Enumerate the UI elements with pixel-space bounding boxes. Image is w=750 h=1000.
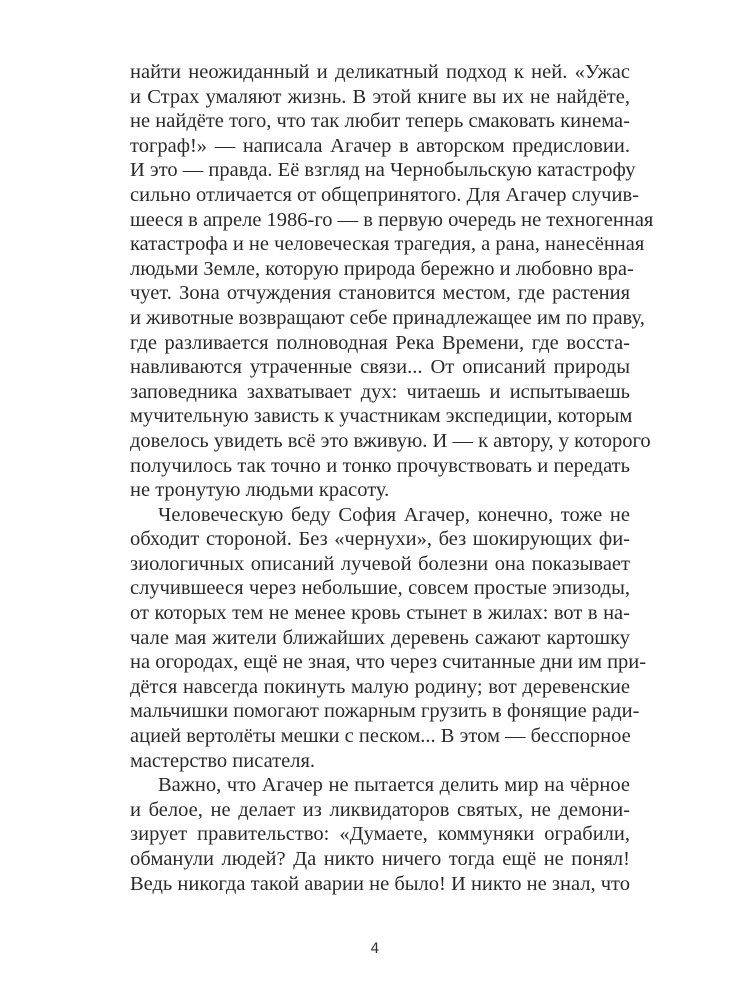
text-line: довелось увидеть всё это вживую. И — к автору, у которого [130, 429, 651, 452]
text-line: случившееся через небольшие, совсем простые эпизоды, [130, 577, 630, 600]
text-line: Важно, что Агачер не пытается делить мир на чёрное [158, 774, 630, 797]
text-line: тограф!» — написала Агачер в авторском предисловии. [130, 134, 630, 157]
text-line: мальчишки помогают пожарным грузить в фонящие ради- [130, 700, 640, 723]
text-line: зирует правительство: «Думаете, коммуняки ограбили, [130, 823, 630, 846]
text-line: И это — правда. Её взгляд на Чернобыльскую катастрофу [130, 159, 636, 182]
text-line: дётся навсегда покинуть малую родину; вот деревенские [130, 675, 630, 698]
book-page [130, 60, 654, 896]
paragraph-3 [130, 773, 630, 896]
text-line: на огородах, ещё не зная, что через считанные дни им при- [130, 651, 647, 674]
text-line: обходит стороной. Без «чернухи», без шокирующих фи- [130, 528, 630, 551]
text-line: получилось так точно и тонко прочувствовать и передать [130, 454, 630, 477]
text-line: чует. Зона отчуждения становится местом, где растения [130, 282, 630, 305]
text-line: ацией вертолёты мешки с песком... В этом — бесспорное [130, 725, 631, 748]
text-line: где разливается полноводная Река Времени, где восста- [130, 331, 630, 354]
text-line: мучительную зависть к участникам экспедиции, которым [130, 405, 633, 428]
text-line: навливаются утраченные связи... От описаний природы [130, 356, 630, 379]
text-line: катастрофа и не человеческая трагедия, а рана, нанесённая [130, 233, 645, 256]
text-line: мастерство писателя. [130, 749, 316, 772]
text-line: от которых тем не менее кровь стынет в жилах: вот в на- [130, 602, 630, 625]
text-line: заповедника захватывает дух: читаешь и испытываешь [130, 380, 630, 403]
text-line: и животные возвращают себе принадлежащее им по праву, [130, 306, 645, 329]
text-line: не найдёте того, что так любит теперь смаковать кинема- [130, 110, 630, 133]
text-line: Человеческую беду София Агачер, конечно, тоже не [158, 503, 630, 526]
text-line: людьми Земле, которую природа бережно и любовно вра- [130, 257, 634, 280]
text-line: обманули людей? Да никто ничего тогда ещё не понял! [130, 848, 630, 870]
text-line: и Страх умаляют жизнь. В этой книге вы их не найдёте, [130, 85, 630, 108]
text-line: и белое, не делает из ликвидаторов святых, не демони- [130, 798, 630, 821]
text-line: не тронутую людьми красоту. [130, 479, 390, 502]
paragraph-2 [130, 503, 647, 774]
paragraph-1 [130, 60, 654, 503]
text-line: шееся в апреле 1986-го — в первую очередь не техногенная [130, 208, 654, 231]
text-line: найти неожиданный и деликатный подход к ней. «Ужас [130, 61, 630, 83]
page-number: 4 [370, 941, 380, 957]
text-line: чале мая жители ближайших деревень сажают картошку [130, 626, 630, 649]
text-line: зиологичных описаний лучевой болезни она показывает [130, 552, 630, 575]
text-line: Ведь никогда такой аварии не было! И никто не знал, что [130, 872, 630, 895]
text-line: сильно отличается от общепринятого. Для Агачер случив- [130, 183, 639, 206]
